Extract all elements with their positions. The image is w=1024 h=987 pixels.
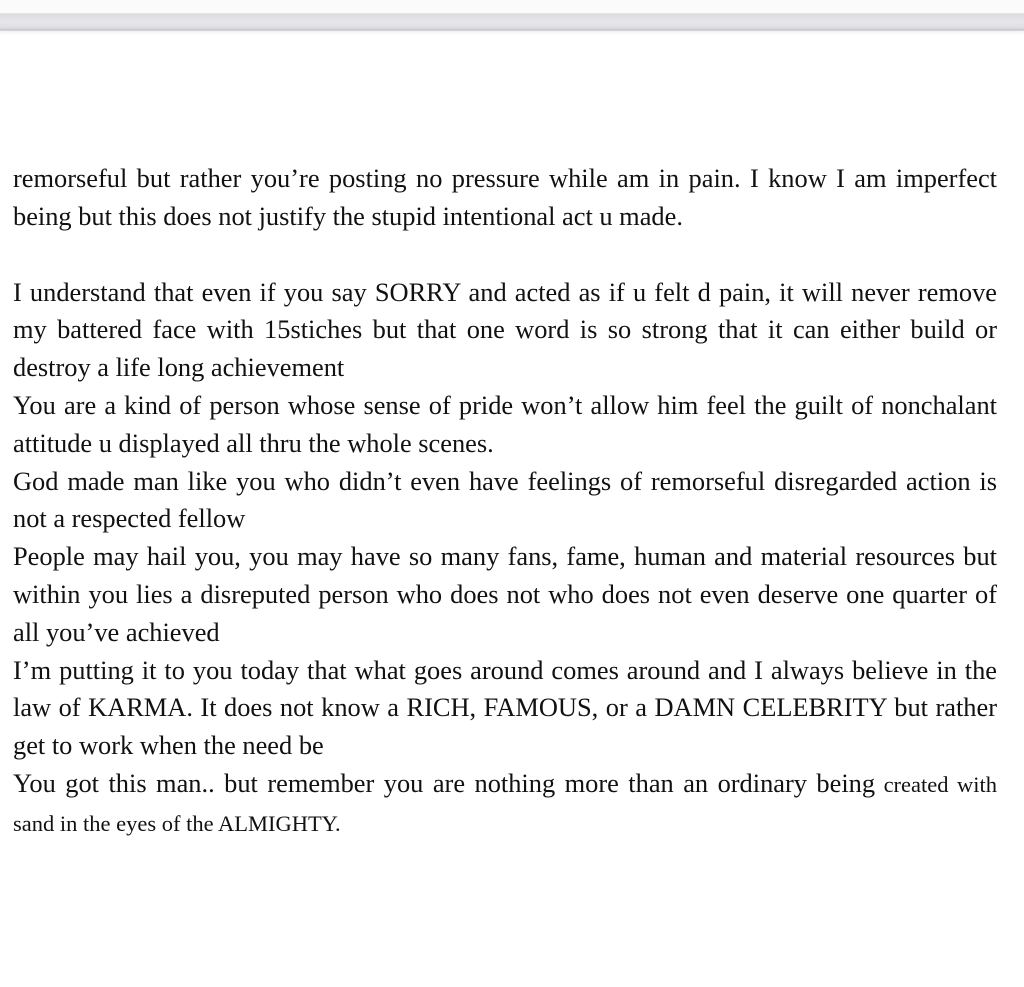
paragraph-god-made-man: God made man like you who didn’t even have feelings of remorseful disregarded action is not a respected fellow (13, 465, 997, 534)
paragraph-closing (13, 765, 997, 843)
closing-text: You got this man.. but remember you are nothing more than an ordinary being (13, 767, 876, 798)
page-separator-bar (0, 13, 1024, 31)
paragraph-people-may-hail: People may hail you, you may have so many fans, fame, human and material resources but within you lies a disreputed person who does not who does not even deserve one quarter of all you’ve achieved (13, 541, 997, 647)
paragraph-karma: I’m putting it to you today that what goes around comes around and I always believe in the law of KARMA. It does not know a RICH, FAMOUS, or a DAMN CELEBRITY but rather get to work when the need be (13, 654, 997, 761)
document-body (13, 160, 997, 843)
paragraph-pride: You are a kind of person whose sense of pride won’t allow him feel the guilt of nonchalant attitude u displayed all thru the whole scenes. (13, 389, 997, 458)
paragraph-sorry: I understand that even if you say SORRY and acted as if u felt d pain, it will never remove my battered face with 15stiches but that one word is so strong that it can either build or destroy a life long achievement (13, 276, 997, 383)
closing-small-text: created with sand in the eyes of the ALMIGHTY. (13, 771, 998, 836)
paragraph-remorseful: remorseful but rather you’re posting no pressure while am in pain. I know I am imperfect being but this does not justify the stupid intentional act u made. (13, 163, 997, 231)
top-margin (0, 0, 1024, 13)
paragraph-gap (13, 236, 997, 274)
